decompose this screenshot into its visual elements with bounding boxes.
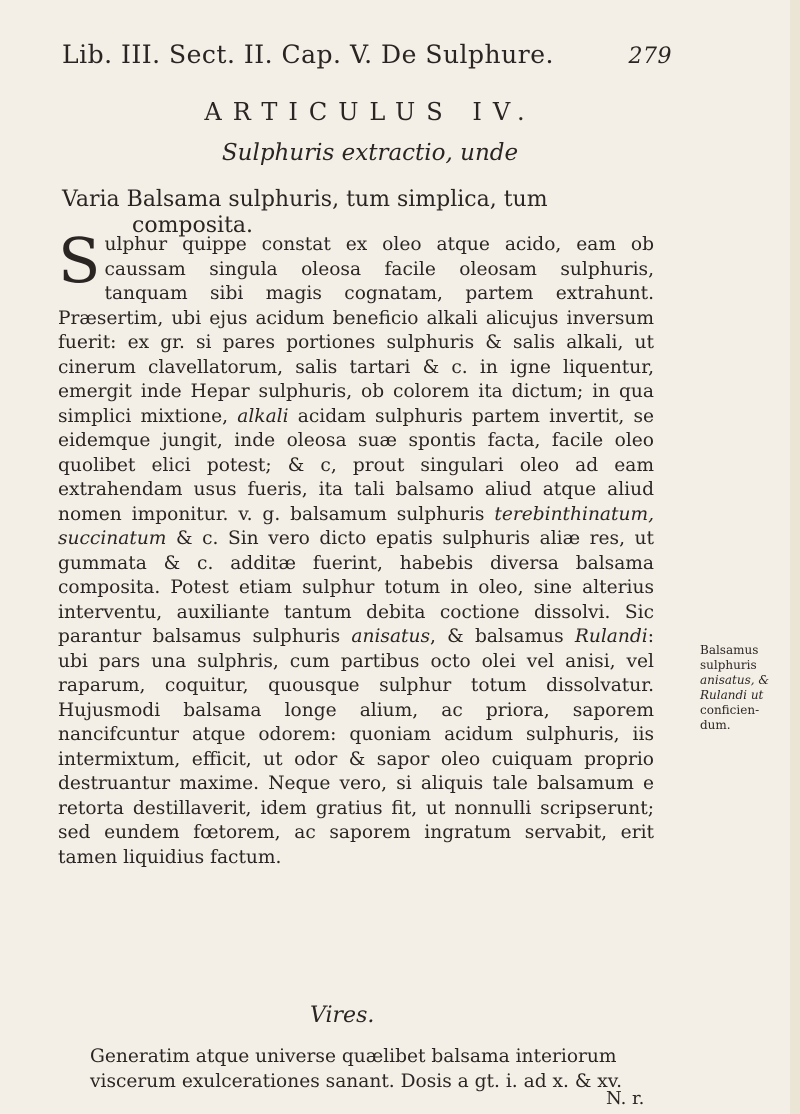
- italic-term-rulandi: Rulandi: [574, 626, 648, 647]
- page-number: 279: [628, 44, 672, 69]
- paragraph-text-1: ulphur quippe constat ex oleo atque acido, eam ob caussam singula oleosa facile oleosam sulphuris, tanquam sibi magis cognatam, partem extrahunt. Præsertim, ubi ejus acidum beneficio alkali alicujus inversum fuerit: ex gr. si pares portiones sulphuris & salis alkali, ut cinerum clavellatorum, salis tartari & c. in igne liquentur, emergit inde Hepar sulphuris, ob colorem ita dictum; in qua simplici mixtione,: [58, 234, 654, 427]
- article-heading: ARTICULUS IV.: [204, 98, 536, 126]
- section-title-line-2: composita.: [132, 213, 254, 238]
- italic-term-terebinthinatum: terebinthinatum, succinatum: [58, 503, 654, 549]
- italic-term-anisatus: anisatus: [351, 626, 431, 647]
- vires-heading: Vires.: [310, 1003, 375, 1028]
- vires-paragraph: [62, 1045, 662, 1094]
- margin-line-6: dum.: [700, 718, 731, 732]
- main-paragraph: [58, 224, 654, 870]
- paragraph-text-3: & c. Sin vero dicto epatis sulphuris aliæ res, ut gummata & c. additæ fuerint, habebis diversa balsama composita. Potest etiam sulphur totum in oleo, sine alterius interventu, auxiliante tantum debita coctione dissolvi. Sic parantur balsamus sulphuris: [58, 528, 654, 647]
- margin-line-1: Balsamus: [700, 643, 759, 657]
- margin-line-2: sulphuris: [700, 658, 757, 672]
- marginal-note: [700, 643, 792, 733]
- vires-text: Generatim atque universe quælibet balsama interiorum viscerum exulcerationes sanant. Dosis a gt. i. ad x. & xv.: [90, 1046, 622, 1092]
- paragraph-text-5: : ubi pars una sulphris, cum partibus octo olei vel anisi, vel raparum, coquitur, quousque sulphur totum dissolvatur. Hujusmodi balsama longe alium, ac priora, saporem nancifcuntur atque odorem: quoniam acidum sulphuris, iis intermixtum, efficit, ut odor & sapor oleo cuiquam proprio destruantur maxime. Neque vero, si aliquis tale balsamum e retorta destillaverit, idem gratius fit, ut nonnulli scripserunt; sed eundem fœtorem, ac saporem ingratum servabit, erit tamen liquidius factum.: [58, 626, 654, 868]
- section-title-line-1: Varia Balsama sulphuris, tum simplica, tum: [62, 187, 548, 212]
- section-title: [62, 187, 672, 239]
- paragraph-text-4: , & balsamus: [430, 626, 575, 647]
- page-edge: [790, 0, 800, 1114]
- italic-term-alkali: alkali: [237, 405, 289, 427]
- catchword: N. r.: [606, 1088, 645, 1109]
- margin-line-4: Rulandi ut: [700, 688, 764, 702]
- running-header: [62, 40, 672, 69]
- margin-line-3: anisatus, &: [700, 673, 770, 687]
- paragraph-text-2: acidam sulphuris partem invertit, se eidemque jungit, inde oleosa suæ spontis facta, facile oleo quolibet elici potest; & c, prout singulari oleo ad eam extrahendam usus fueris, ita tali balsamo aliud atque aliud nomen imponitur. v. g. balsamum sulphuris: [58, 405, 654, 525]
- running-head: Lib. III. Sect. II. Cap. V. De Sulphure.: [62, 40, 554, 69]
- margin-line-5: conficien-: [700, 703, 760, 717]
- article-subtitle: Sulphuris extractio, unde: [221, 140, 519, 166]
- drop-cap: S: [58, 224, 101, 297]
